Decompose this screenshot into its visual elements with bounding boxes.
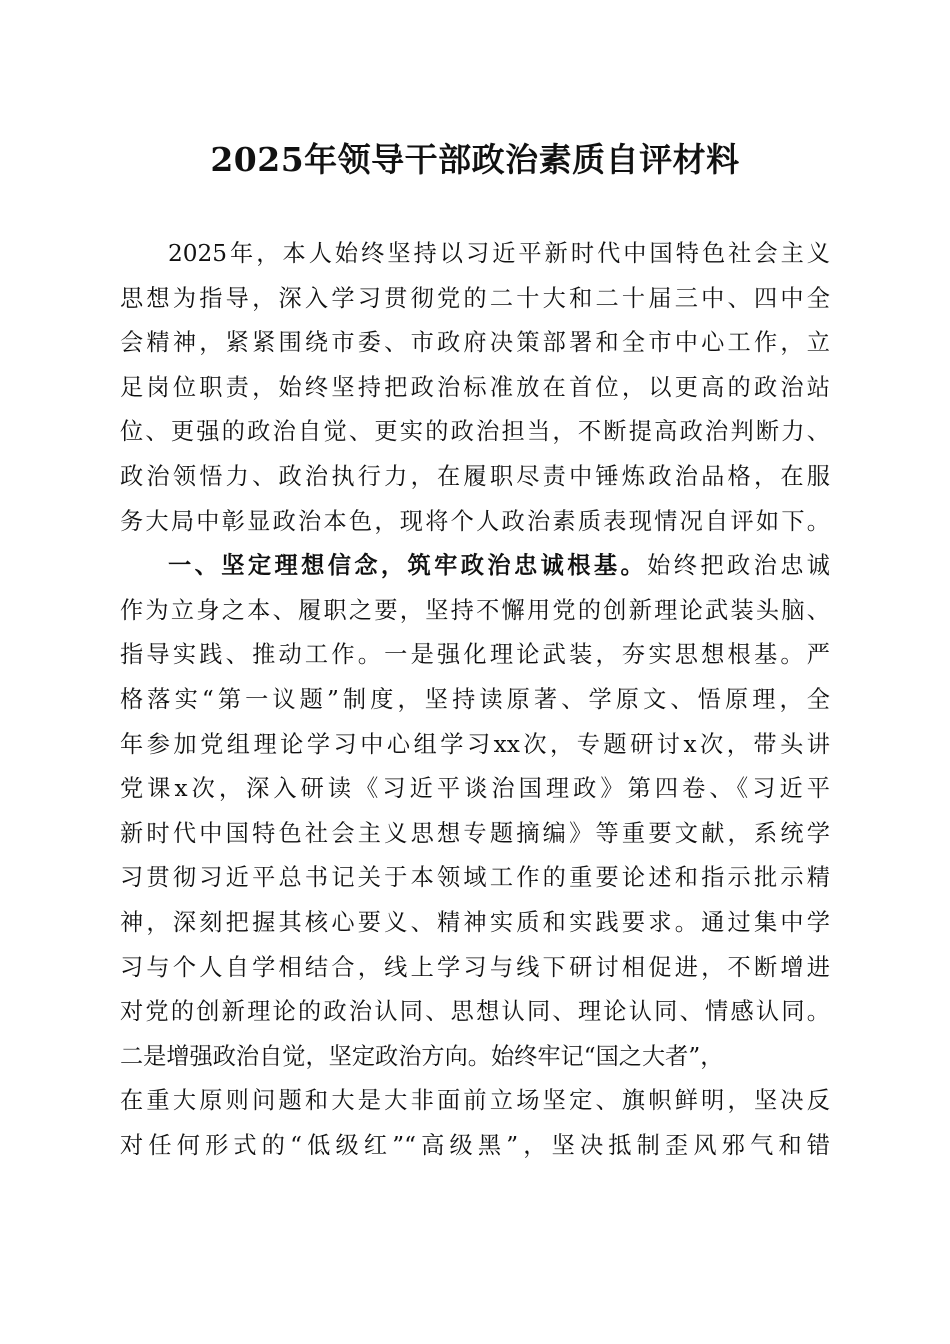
section-first-line [120, 544, 830, 589]
paragraph-line: 指导实践、推动工作。一是强化理论武装，夯实思想根基。严 [120, 641, 830, 669]
paragraph-line: 政治领悟力、政治执行力，在履职尽责中锤炼政治品格，在服 [120, 462, 830, 490]
paragraph-line: 会精神，紧紧围绕市委、市政府决策部署和全市中心工作，立 [120, 329, 830, 357]
paragraph-line: 对任何形式的“低级红”“高级黑”，坚决抵制歪风邪气和错 [120, 1131, 830, 1159]
paragraph-line: 年参加党组理论学习中心组学习xx次，专题研讨x次，带头讲 [120, 730, 830, 758]
paragraph-line: 习与个人自学相结合，线上学习与线下研讨相促进，不断增进 [120, 953, 830, 981]
document-body [120, 232, 830, 1168]
section-heading: 一、坚定理想信念，筑牢政治忠诚根基。 [168, 552, 648, 580]
paragraph-line: 思想为指导，深入学习贯彻党的二十大和二十届三中、四中全 [120, 284, 830, 312]
paragraph-line: 对党的创新理论的政治认同、思想认同、理论认同、情感认同。 [120, 998, 830, 1026]
paragraph-line: 足岗位职责，始终坚持把政治标准放在首位，以更高的政治站 [120, 373, 830, 401]
paragraph-line: 2025年，本人始终坚持以习近平新时代中国特色社会主义 [168, 240, 830, 267]
section-first-line-text: 始终把政治忠诚 [647, 552, 830, 580]
paragraph-line: 党课x次，深入研读《习近平谈治国理政》第四卷、《习近平 [120, 775, 830, 803]
document-title: 2025年领导干部政治素质自评材料 [210, 140, 740, 179]
paragraph-line: 习贯彻习近平总书记关于本领域工作的重要论述和指示批示精 [120, 864, 830, 892]
paragraph-line: 二是增强政治自觉，坚定政治方向。始终牢记“国之大者”， [120, 1042, 724, 1070]
paragraph-line: 神，深刻把握其核心要义、精神实质和实践要求。通过集中学 [120, 908, 830, 936]
paragraph-line: 新时代中国特色社会主义思想专题摘编》等重要文献，系统学 [120, 819, 830, 847]
paragraph-line: 作为立身之本、履职之要，坚持不懈用党的创新理论武装头脑、 [120, 596, 830, 624]
paragraph-line: 格落实“第一议题”制度，坚持读原著、学原文、悟原理，全 [120, 685, 830, 713]
paragraph-line: 位、更强的政治自觉、更实的政治担当，不断提高政治判断力、 [120, 418, 830, 446]
paragraph-line: 在重大原则问题和大是大非面前立场坚定、旗帜鲜明，坚决反 [120, 1087, 830, 1115]
paragraph-line: 务大局中彰显政治本色，现将个人政治素质表现情况自评如下。 [120, 507, 830, 535]
